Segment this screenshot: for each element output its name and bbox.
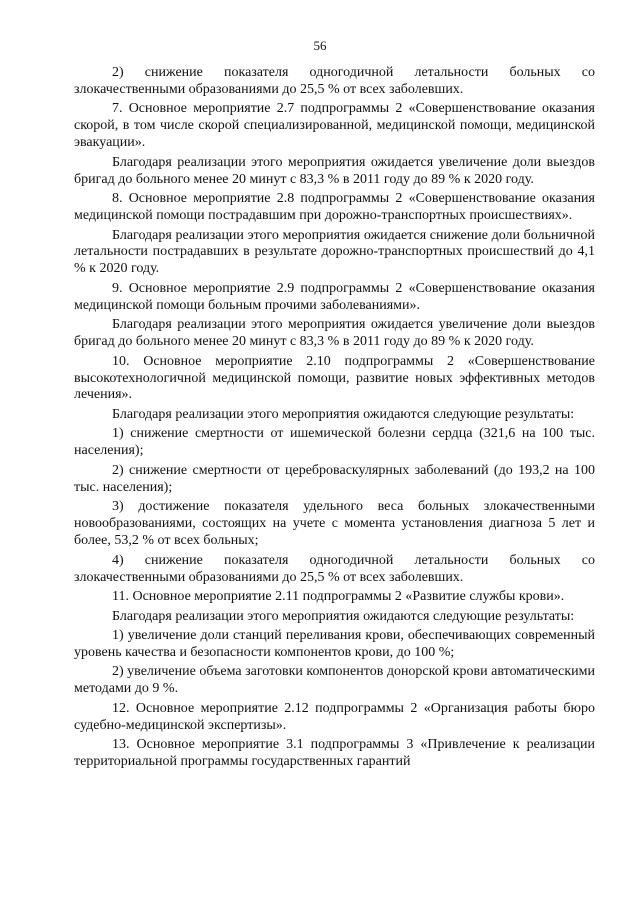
paragraph: 2) снижение показателя одногодичной летальности больных со злокачественными образованиями до 25,5 % от всех заболевших. [74, 65, 595, 97]
paragraph: Благодаря реализации этого мероприятия ожидается увеличение доли выездов бригад до больного менее 20 минут с 83,3 % в 2011 году до 89 % к 2020 году. [74, 317, 595, 350]
paragraph: 12. Основное мероприятие 2.12 подпрограммы 2 «Организация работы бюро судебно-медицинской экспертизы». [74, 700, 595, 733]
document-body [74, 65, 595, 774]
paragraph: Благодаря реализации этого мероприятия ожидаются следующие результаты: [112, 608, 575, 624]
paragraph: 1) увеличение доли станций переливания крови, обеспечивающих современный уровень качества и безопасности компонентов крови, до 100 %; [74, 628, 595, 660]
paragraph: 1) снижение смертности от ишемической болезни сердца (321,6 на 100 тыс. населения); [74, 426, 595, 459]
paragraph: 9. Основное мероприятие 2.9 подпрограммы 2 «Совершенствование оказания медицинской помощи больным прочими заболеваниями». [74, 280, 595, 313]
paragraph: 2) снижение смертности от цереброваскулярных заболеваний (до 193,2 на 100 тыс. населения); [74, 462, 595, 495]
paragraph: Благодаря реализации этого мероприятия ожидаются следующие результаты: [112, 406, 575, 422]
paragraph: 4) снижение показателя одногодичной летальности больных со злокачественными образованиями до 25,5 % от всех заболевших. [74, 552, 595, 585]
paragraph: 13. Основное мероприятие 3.1 подпрограммы 3 «Привлечение к реализации территориальной программы государственных гарантий [74, 737, 595, 770]
paragraph: 2) увеличение объема заготовки компонентов донорской крови автоматическими методами до 9 %. [74, 664, 595, 697]
paragraph: 11. Основное мероприятие 2.11 подпрограммы 2 «Развитие службы крови». [112, 589, 565, 604]
paragraph: Благодаря реализации этого мероприятия ожидается снижение доли больничной летальности пострадавших в результате дорожно-транспортных происшествий до 4,1 % к 2020 году. [74, 227, 595, 277]
paragraph: 10. Основное мероприятие 2.10 подпрограммы 2 «Совершенствование высокотехнологичной медицинской помощи, развитие новых эффективных методов лечения». [74, 353, 595, 403]
paragraph: 7. Основное мероприятие 2.7 подпрограммы 2 «Совершенствование оказания скорой, в том числе скорой специализированной, медицинской помощи, медицинской эвакуации». [74, 101, 595, 151]
paragraph: 8. Основное мероприятие 2.8 подпрограммы 2 «Совершенствование оказания медицинской помощи пострадавшим при дорожно-транспортных происшествиях». [74, 191, 595, 224]
paragraph: 3) достижение показателя удельного веса больных злокачественными новообразованиями, состоящих на учете с момента установления диагноза 5 лет и более, 53,2 % от всех больных; [74, 499, 595, 549]
paragraph: Благодаря реализации этого мероприятия ожидается увеличение доли выездов бригад до больного менее 20 минут с 83,3 % в 2011 году до 89 % к 2020 году. [74, 154, 595, 187]
page-number: 56 [313, 38, 327, 53]
